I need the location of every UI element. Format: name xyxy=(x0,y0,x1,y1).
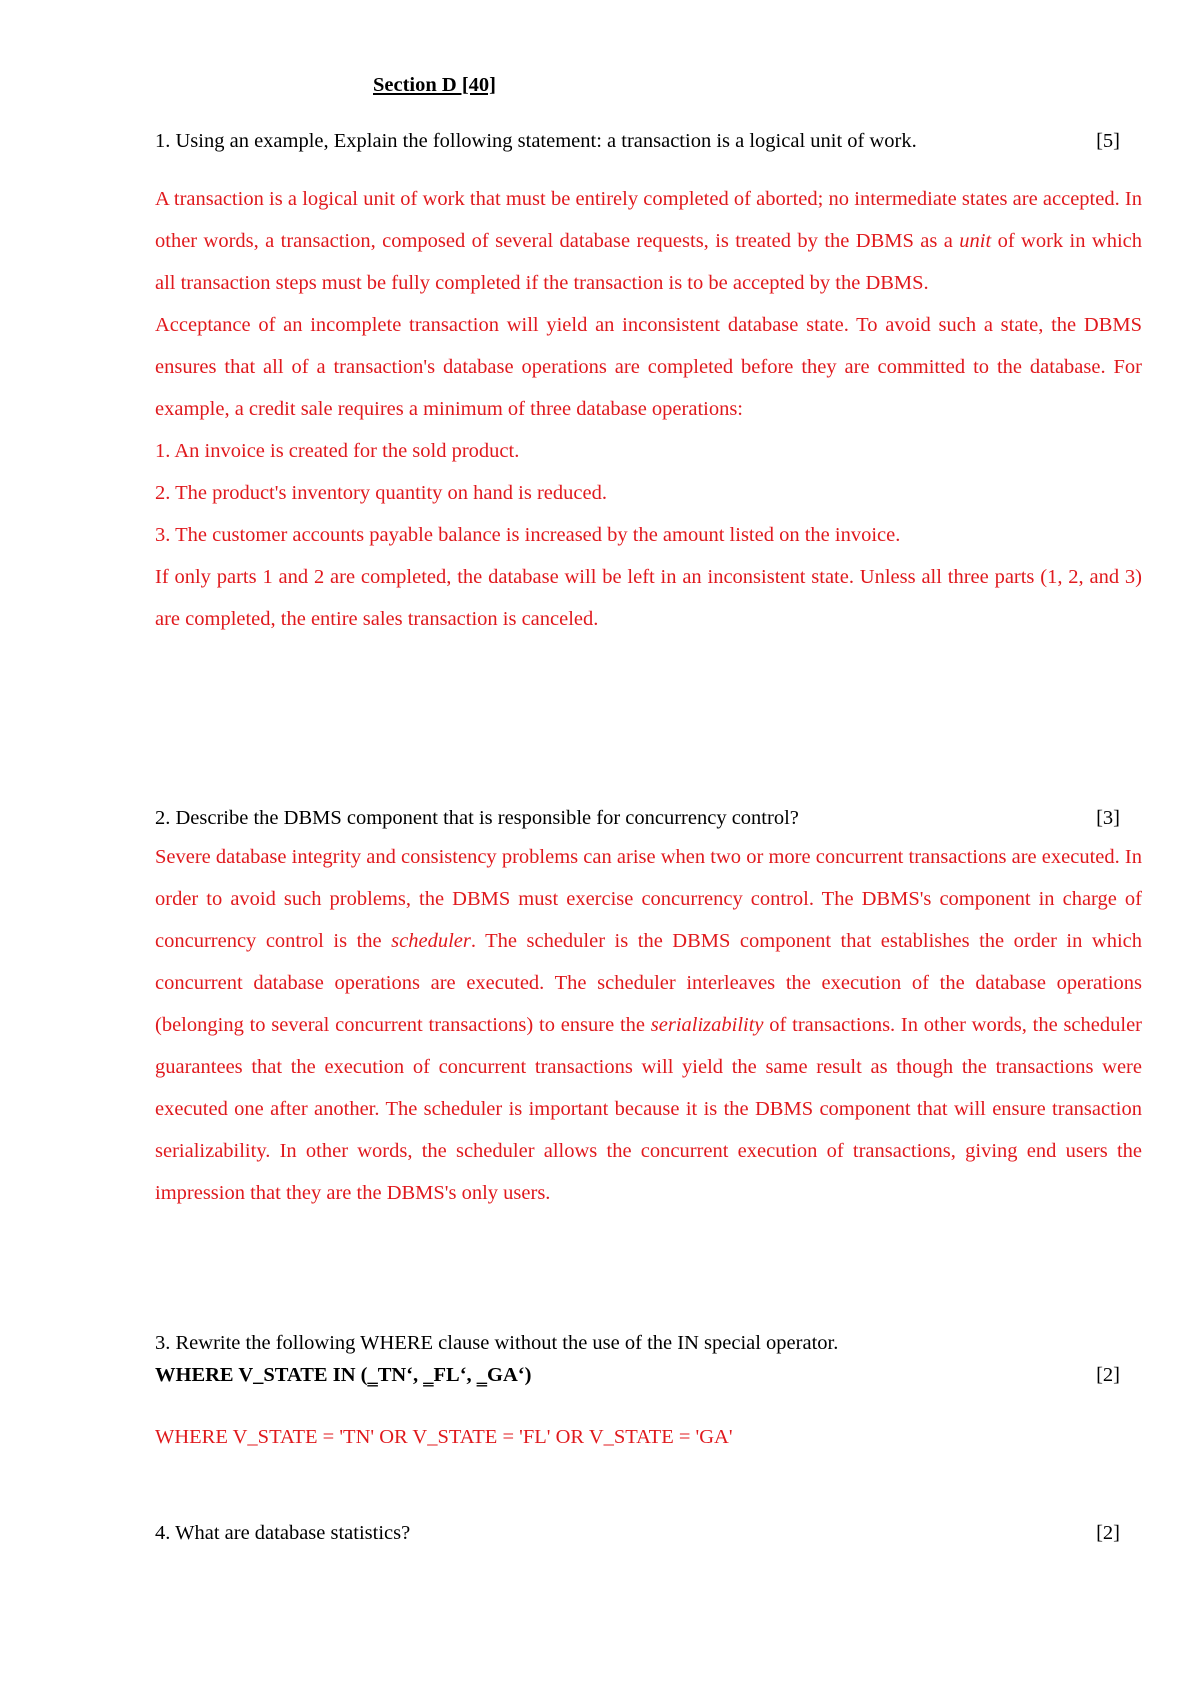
question-2 xyxy=(155,807,1130,830)
answer-1-text-a: A transaction is a logical unit of work that must be entirely completed of aborted; no intermediate states are accepted. In other words, a transaction, composed of several database requests, is treated by the DBMS as a xyxy=(155,188,1142,252)
answer-2-scheduler-italic: scheduler xyxy=(391,930,471,952)
question-2-marks: [3] xyxy=(1096,807,1120,829)
question-4-marks: [2] xyxy=(1096,1522,1120,1544)
answer-2-text-a: Severe database integrity and consistency problems can arise when two or more concurrent transactions are executed. In order to avoid such problems, the DBMS must exercise concurrency control. The DBMS's component in charge of concurrency control is the xyxy=(155,846,1142,952)
answer-1-step-2: 2. The product's inventory quantity on hand is reduced. xyxy=(155,482,607,504)
question-3-marks: [2] xyxy=(1096,1364,1120,1386)
answer-3: WHERE V_STATE = 'TN' OR V_STATE = 'FL' OR V_STATE = 'GA' xyxy=(155,1426,733,1448)
answer-2-text-c: of transactions. In other words, the scheduler guarantees that the execution of concurrent transactions will yield the same result as though the transactions were executed one after another. The scheduler is important because it is the DBMS component that will ensure transaction serializability. In other words, the scheduler allows the concurrent execution of transactions, giving end users the impression that they are the DBMS's only users. xyxy=(155,1014,1142,1204)
question-3-clause: WHERE V_STATE IN (‗TN‘, ‗FL‘, ‗GA‘) xyxy=(155,1364,532,1386)
question-4-text: 4. What are database statistics? xyxy=(155,1522,411,1544)
question-3-text: 3. Rewrite the following WHERE clause without the use of the IN special operator. xyxy=(155,1332,839,1354)
section-title: Section D [40] xyxy=(373,74,496,96)
question-4 xyxy=(155,1522,1130,1545)
answer-2-paragraph xyxy=(155,836,1142,1214)
answer-1-unit-italic: unit xyxy=(959,230,992,252)
answer-1-step-3: 3. The customer accounts payable balance is increased by the amount listed on the invoice. xyxy=(155,524,901,546)
question-1 xyxy=(155,130,1130,153)
answer-1-text-b: of work in which all transaction steps must be fully completed if the transaction is to be accepted by the DBMS. xyxy=(155,230,1143,294)
question-1-marks: [5] xyxy=(1096,130,1120,152)
question-2-text: 2. Describe the DBMS component that is responsible for concurrency control? xyxy=(155,807,799,829)
answer-2-text-b: . The scheduler is the DBMS component that establishes the order in which concurrent database operations are executed. The scheduler interleaves the execution of the database operations (belonging to several concurrent transactions) to ensure the xyxy=(155,930,1142,1036)
question-1-text: 1. Using an example, Explain the following statement: a transaction is a logical unit of work. xyxy=(155,130,917,152)
answer-1-paragraph-3: If only parts 1 and 2 are completed, the database will be left in an inconsistent state. Unless all three parts (1, 2, and 3) are completed, the entire sales transaction is canceled. xyxy=(155,566,1142,630)
answer-1-paragraph-1 xyxy=(155,178,1142,304)
answer-1-paragraph-2: Acceptance of an incomplete transaction will yield an inconsistent database state. To avoid such a state, the DBMS ensures that all of a transaction's database operations are completed before they are committed to the database. For example, a credit sale requires a minimum of three database operations: xyxy=(155,314,1142,420)
answer-1 xyxy=(155,178,1142,640)
answer-2-serializability-italic: serializability xyxy=(650,1014,764,1036)
question-3-clause-line xyxy=(155,1364,1130,1387)
answer-2 xyxy=(155,836,1142,1214)
answer-1-step-1: 1. An invoice is created for the sold product. xyxy=(155,440,520,462)
